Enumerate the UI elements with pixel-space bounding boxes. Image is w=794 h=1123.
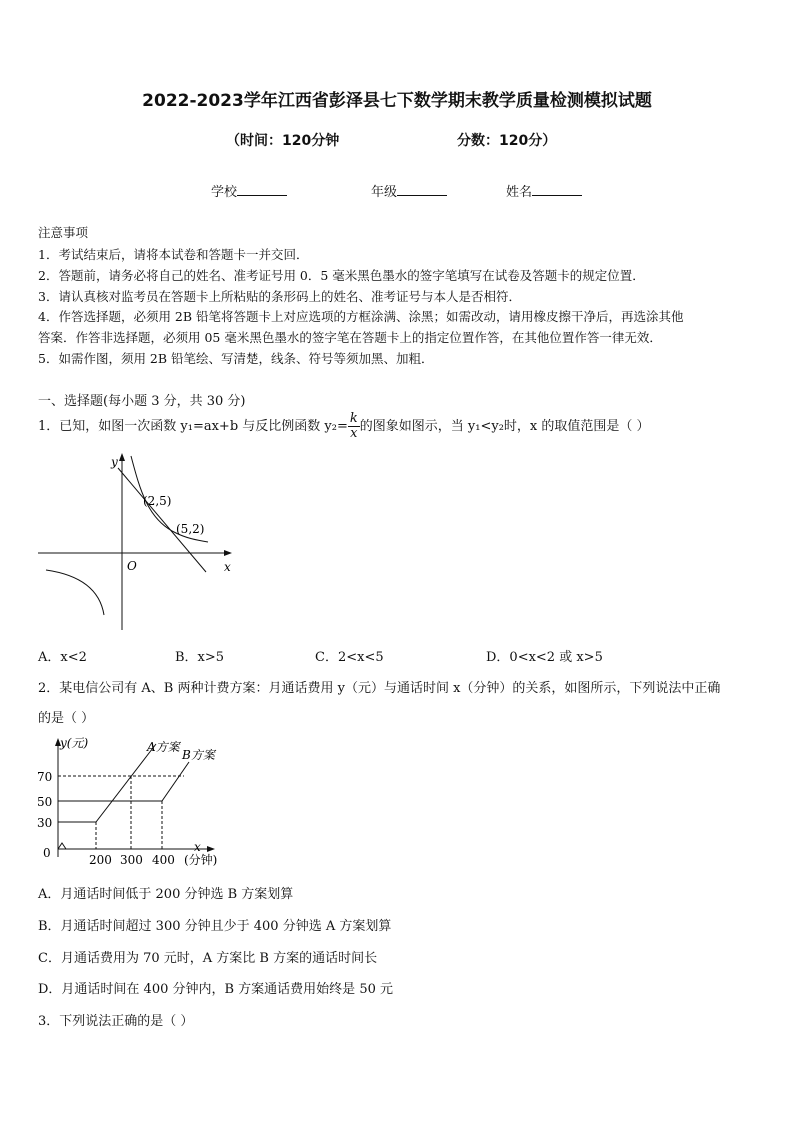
x-tick-300: 300 (120, 853, 143, 867)
school-label: 学校 (211, 185, 238, 200)
y-tick-50: 50 (37, 795, 53, 809)
question-3: 3．下列说法正确的是（ ） (38, 1014, 194, 1029)
x-axis-arrow (207, 846, 215, 852)
q1-function-graph (36, 450, 236, 635)
frac-denominator: x (350, 426, 358, 441)
q1-text-pre: 1．已知，如图一次函数 y₁=ax+b 与反比例函数 y₂= (38, 419, 348, 434)
school-blank (237, 183, 287, 196)
q1-option-b: B．x>5 (175, 650, 225, 665)
x-tick-200: 200 (89, 853, 112, 867)
plan-a-line (58, 744, 156, 822)
y-axis-label: y(元) (60, 736, 89, 750)
fraction-k-over-x (348, 412, 360, 441)
linear-function-line (118, 468, 206, 572)
origin-label: O (127, 559, 137, 573)
notice-item: 5．如需作图，须用 2B 铅笔绘、写清楚，线条、符号等须加黑、加粗． (38, 351, 434, 366)
notice-item: 答案．作答非选择题，必须用 05 毫米黑色墨水的签字笔在答题卡上的指定位置作答，在其他位置作答一律无效． (38, 330, 662, 345)
x-axis-unit: (分钟) (184, 853, 218, 867)
q2-billing-graph (34, 732, 234, 872)
x-tick-400: 400 (152, 853, 175, 867)
notice-item: 1．考试结束后，请将本试卷和答题卡一并交回． (38, 247, 309, 262)
x-axis-label: x (224, 560, 231, 574)
question-2-line2: 的是（ ） (38, 711, 95, 726)
hyperbola-branch-2 (46, 570, 104, 615)
x-axis-label: x (194, 840, 201, 854)
plan-b-line (58, 762, 189, 801)
notice-item: 4．作答选择题，必须用 2B 铅笔将答题卡上对应选项的方框涂满、涂黑；如需改动，请用橡皮擦干净后，再选涂其他 (38, 309, 684, 324)
frac-numerator: k (349, 411, 358, 426)
q1-text-post: 的图象如图示，当 y₁<y₂时，x 的取值范围是（ ） (359, 419, 650, 434)
name-label: 姓名 (506, 185, 533, 200)
x-axis-arrow (224, 550, 232, 556)
y-tick-70: 70 (37, 770, 53, 784)
name-blank (532, 183, 582, 196)
plan-a-label: A方案 (147, 740, 180, 754)
point-label-2-5: (2,5) (143, 494, 172, 508)
school-field (211, 181, 287, 200)
point-label-5-2: (5,2) (176, 522, 205, 536)
q2-option-a: A．月通话时间低于 200 分钟选 B 方案划算 (38, 887, 294, 902)
name-field (506, 181, 582, 200)
q1-option-d: D．0<x<2 或 x>5 (486, 650, 603, 665)
section-heading: 一、选择题(每小题 3 分，共 30 分) (38, 394, 246, 409)
plan-b-label: B方案 (182, 748, 215, 762)
q2-option-b: B．月通话时间超过 300 分钟且少于 400 分钟选 A 方案划算 (38, 919, 392, 934)
y-axis-label: y (111, 455, 118, 469)
q1-option-c: C．2<x<5 (315, 650, 384, 665)
notice-item: 3．请认真核对监考员在答题卡上所粘贴的条形码上的姓名、准考证号与本人是否相符． (38, 289, 521, 304)
axis-break-mark (58, 843, 66, 849)
q2-option-c: C．月通话费用为 70 元时，A 方案比 B 方案的通话时间长 (38, 951, 378, 966)
notice-title: 注意事项 (38, 225, 89, 240)
grade-blank (397, 183, 447, 196)
y-tick-0: 0 (43, 846, 51, 860)
q2-option-d: D．月通话时间在 400 分钟内，B 方案通话费用始终是 50 元 (38, 982, 393, 997)
q1-option-a: A．x<2 (38, 650, 87, 665)
question-1 (38, 412, 650, 441)
grade-label: 年级 (371, 185, 398, 200)
notice-item: 2．答题前，请务必将自己的姓名、准考证号用 0．5 毫米黑色墨水的签字笔填写在试卷及答题卡的规定位置． (38, 268, 645, 283)
exam-time: （时间：120分钟 (226, 133, 340, 149)
y-tick-30: 30 (37, 816, 53, 830)
question-2-line1: 2．某电信公司有 A、B 两种计费方案：月通话费用 y（元）与通话时间 x（分钟）的关系，如图所示，下列说法中正确 (38, 681, 721, 696)
exam-score: 分数：120分） (457, 133, 557, 149)
y-axis-arrow (119, 453, 125, 461)
grade-field (371, 181, 447, 200)
page-title: 2022-2023学年江西省彭泽县七下数学期末教学质量检测模拟试题 (142, 91, 652, 111)
